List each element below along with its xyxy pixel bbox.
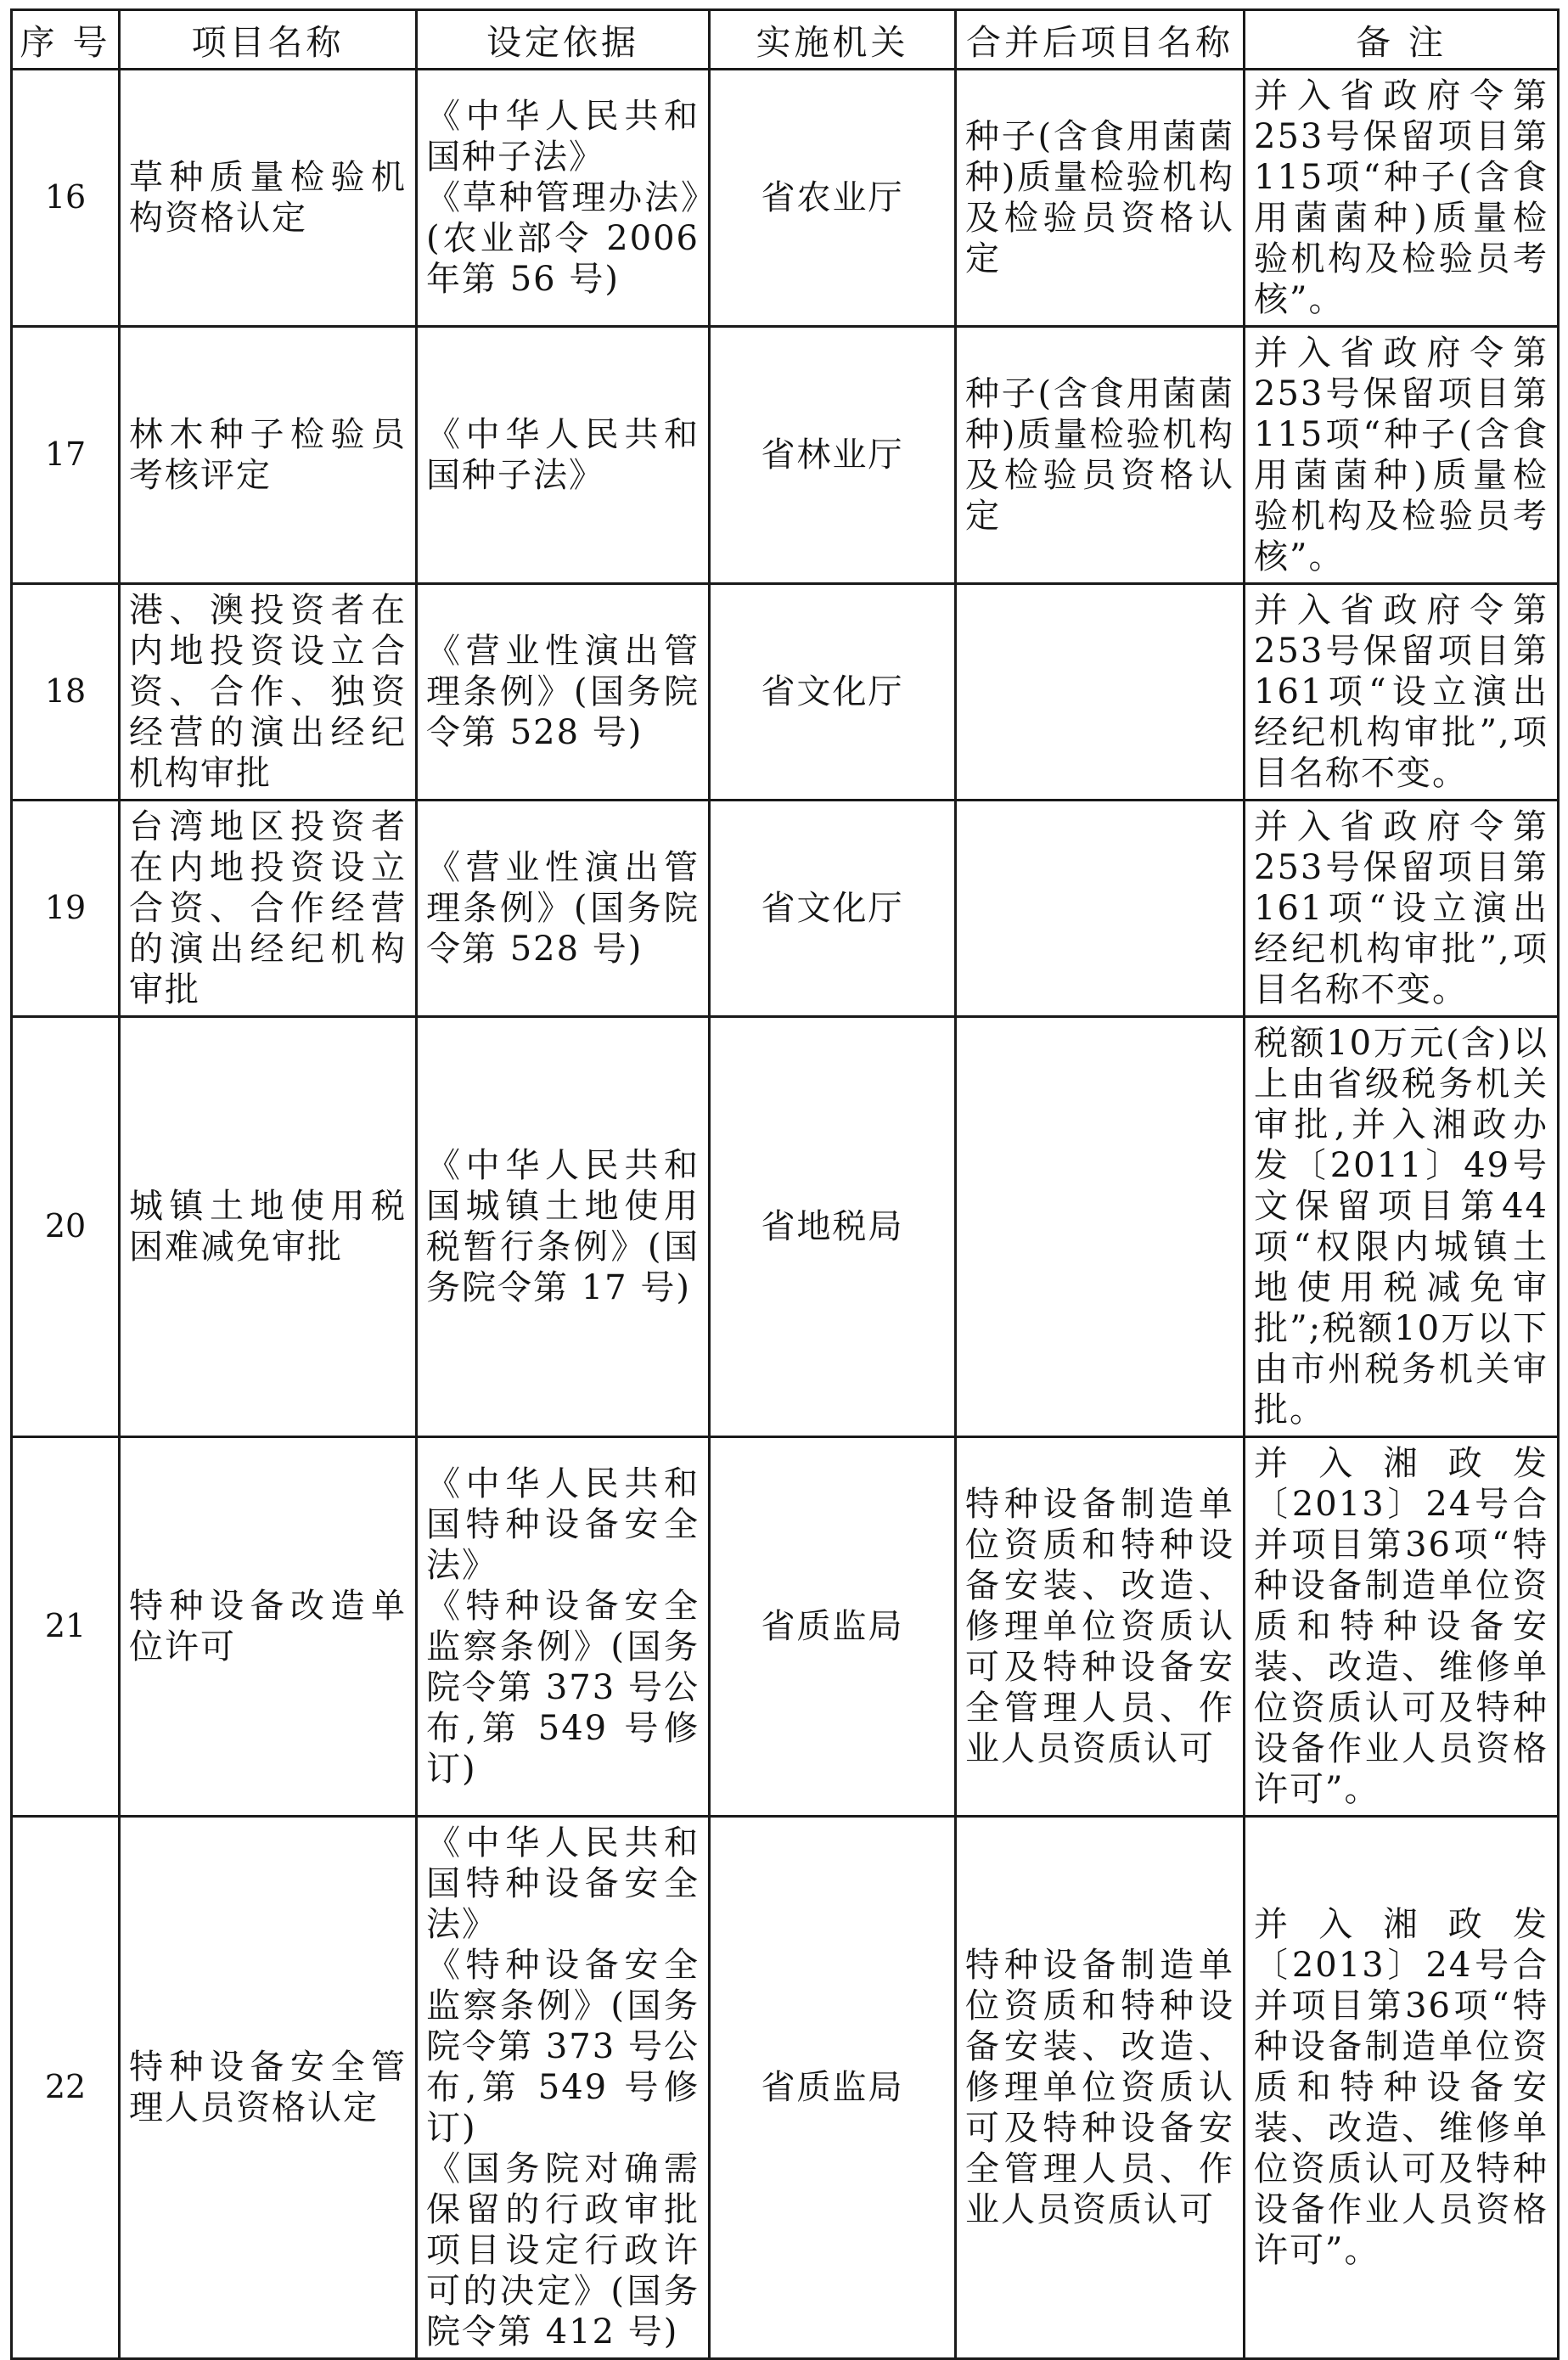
table-row: [12, 584, 1559, 801]
remarks-cell: 并入省政府令第253号保留项目第115项“种子(含食用菌菌种)质量检验机构及检验员考核”。: [1245, 70, 1559, 327]
basis-line: 《中华人民共和国特种设备安全法》: [426, 1464, 700, 1585]
header-agency: 实施机关: [710, 10, 956, 70]
remarks-cell: 税额10万元(含)以上由省级税务机关审批,并入湘政办发〔2011〕49号文保留项目第44项“权限内城镇土地使用税减免审批”;税额10万以下由市州税务机关审批。: [1245, 1017, 1559, 1437]
basis-line: 《中华人民共和国特种设备安全法》: [426, 1823, 700, 1944]
header-remarks: 备 注: [1245, 10, 1559, 70]
merged-name-cell: [956, 584, 1245, 801]
basis-cell: [417, 70, 710, 327]
item-name-cell: 台湾地区投资者在内地投资设立合资、合作经营的演出经纪机构审批: [120, 801, 417, 1017]
item-name-cell: 林木种子检验员考核评定: [120, 327, 417, 584]
basis-cell: [417, 1017, 710, 1437]
basis-line: 《特种设备安全监察条例》(国务院令第 373 号公布,第 549 号修订): [426, 1946, 700, 2148]
agency-cell: 省地税局: [710, 1017, 956, 1437]
approval-items-table: [10, 8, 1560, 2360]
merged-name-cell: [956, 801, 1245, 1017]
table-row: [12, 1437, 1559, 1817]
item-name-cell: 特种设备安全管理人员资格认定: [120, 1817, 417, 2359]
basis-cell: [417, 584, 710, 801]
merged-name-cell: 特种设备制造单位资质和特种设备安装、改造、修理单位资质认可及特种设备安全管理人员、作业人员资质认可: [956, 1817, 1245, 2359]
header-basis: 设定依据: [417, 10, 710, 70]
basis-line: 《营业性演出管理条例》(国务院令第 528 号): [426, 848, 700, 969]
seq-cell: 21: [12, 1437, 120, 1817]
basis-line: 《中华人民共和国城镇土地使用税暂行条例》(国务院令第 17 号): [426, 1146, 700, 1307]
table-row: [12, 70, 1559, 327]
table-row: [12, 1017, 1559, 1437]
basis-cell: [417, 1437, 710, 1817]
agency-cell: 省质监局: [710, 1817, 956, 2359]
basis-line: 《中华人民共和国种子法》: [426, 97, 700, 177]
agency-cell: 省文化厅: [710, 584, 956, 801]
seq-cell: 20: [12, 1017, 120, 1437]
merged-name-cell: 种子(含食用菌菌种)质量检验机构及检验员资格认定: [956, 70, 1245, 327]
basis-cell: [417, 801, 710, 1017]
remarks-cell: 并入湘政发〔2013〕24号合并项目第36项“特种设备制造单位资质和特种设备安装、改造、维修单位资质认可及特种设备作业人员资格许可”。: [1245, 1817, 1559, 2359]
basis-line: 《营业性演出管理条例》(国务院令第 528 号): [426, 632, 700, 752]
table-header-row: [12, 10, 1559, 70]
header-item-name: 项目名称: [120, 10, 417, 70]
basis-cell: [417, 327, 710, 584]
table-row: [12, 801, 1559, 1017]
header-seq: 序 号: [12, 10, 120, 70]
table-row: [12, 327, 1559, 584]
agency-cell: 省文化厅: [710, 801, 956, 1017]
merged-name-cell: [956, 1017, 1245, 1437]
agency-cell: 省林业厅: [710, 327, 956, 584]
seq-cell: 16: [12, 70, 120, 327]
seq-cell: 18: [12, 584, 120, 801]
item-name-cell: 草种质量检验机构资格认定: [120, 70, 417, 327]
table-row: [12, 1817, 1559, 2359]
remarks-cell: 并入省政府令第253号保留项目第161项“设立演出经纪机构审批”,项目名称不变。: [1245, 801, 1559, 1017]
remarks-cell: 并入省政府令第253号保留项目第161项“设立演出经纪机构审批”,项目名称不变。: [1245, 584, 1559, 801]
item-name-cell: 特种设备改造单位许可: [120, 1437, 417, 1817]
agency-cell: 省质监局: [710, 1437, 956, 1817]
basis-line: 《草种管理办法》(农业部令 2006 年第 56 号): [426, 178, 712, 299]
item-name-cell: 港、澳投资者在内地投资设立合资、合作、独资经营的演出经纪机构审批: [120, 584, 417, 801]
remarks-cell: 并入湘政发〔2013〕24号合并项目第36项“特种设备制造单位资质和特种设备安装、改造、维修单位资质认可及特种设备作业人员资格许可”。: [1245, 1437, 1559, 1817]
seq-cell: 19: [12, 801, 120, 1017]
remarks-cell: 并入省政府令第253号保留项目第115项“种子(含食用菌菌种)质量检验机构及检验员考核”。: [1245, 327, 1559, 584]
basis-line: 《中华人民共和国种子法》: [426, 415, 700, 495]
seq-cell: 17: [12, 327, 120, 584]
header-merged-name: 合并后项目名称: [956, 10, 1245, 70]
basis-cell: [417, 1817, 710, 2359]
seq-cell: 22: [12, 1817, 120, 2359]
basis-line: 《特种设备安全监察条例》(国务院令第 373 号公布,第 549 号修订): [426, 1587, 700, 1789]
agency-cell: 省农业厅: [710, 70, 956, 327]
basis-line: 《国务院对确需保留的行政审批项目设定行政许可的决定》(国务院令第 412 号): [426, 2149, 700, 2352]
merged-name-cell: 种子(含食用菌菌种)质量检验机构及检验员资格认定: [956, 327, 1245, 584]
merged-name-cell: 特种设备制造单位资质和特种设备安装、改造、修理单位资质认可及特种设备安全管理人员、作业人员资质认可: [956, 1437, 1245, 1817]
item-name-cell: 城镇土地使用税困难减免审批: [120, 1017, 417, 1437]
